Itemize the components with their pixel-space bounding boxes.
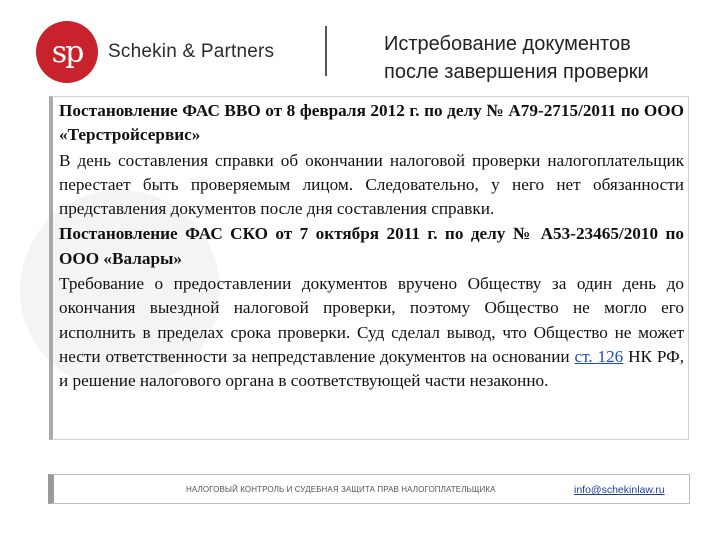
company-logo — [36, 20, 274, 84]
slide-title — [384, 30, 704, 86]
footer-email-link[interactable]: info@schekinlaw.ru — [574, 484, 665, 496]
slide-title-line1: Истребование документов — [384, 33, 631, 55]
company-name: Schekin & Partners — [108, 41, 275, 62]
article-126-link[interactable]: ст. 126 — [574, 346, 624, 366]
footer-tagline: НАЛОГОВЫЙ КОНТРОЛЬ И СУДЕБНАЯ ЗАЩИТА ПРАВ НАЛОГОПЛАТЕЛЬЩИКА — [186, 485, 496, 494]
logo-mark: sp — [36, 21, 98, 83]
case2-text-before: Требование о предоставлении документов вручено Обществу за один день до окончания выездной налоговой проверки, поэтому Общество не могло его исполнить в пределах срока проверки. Суд сделал вывод, что Общество не может нести ответственности за непредставление документов на основании — [59, 274, 684, 366]
case1-heading: Постановление ФАС ВВО от 8 февраля 2012 г. по делу № А79-2715/2011 по ООО «Терстройсервис» — [59, 101, 684, 145]
case2-text-after: НК РФ, и решение налогового органа в соответствующей части незаконно. — [59, 346, 685, 391]
slide-title-line2: после завершения проверки — [384, 61, 649, 83]
case1-text: В день составления справки об окончании налоговой проверки налогоплательщик перестает быть проверяемым лицом. Следовательно, у него нет обязанности представления документов после дня составления справки. — [59, 150, 684, 219]
case2-heading: Постановление ФАС СКО от 7 октября 2011 г. по делу № А53-23465/2010 по ООО «Валары» — [59, 224, 684, 268]
header-divider — [325, 26, 327, 76]
content-box — [49, 96, 689, 440]
case2-text — [59, 272, 684, 393]
